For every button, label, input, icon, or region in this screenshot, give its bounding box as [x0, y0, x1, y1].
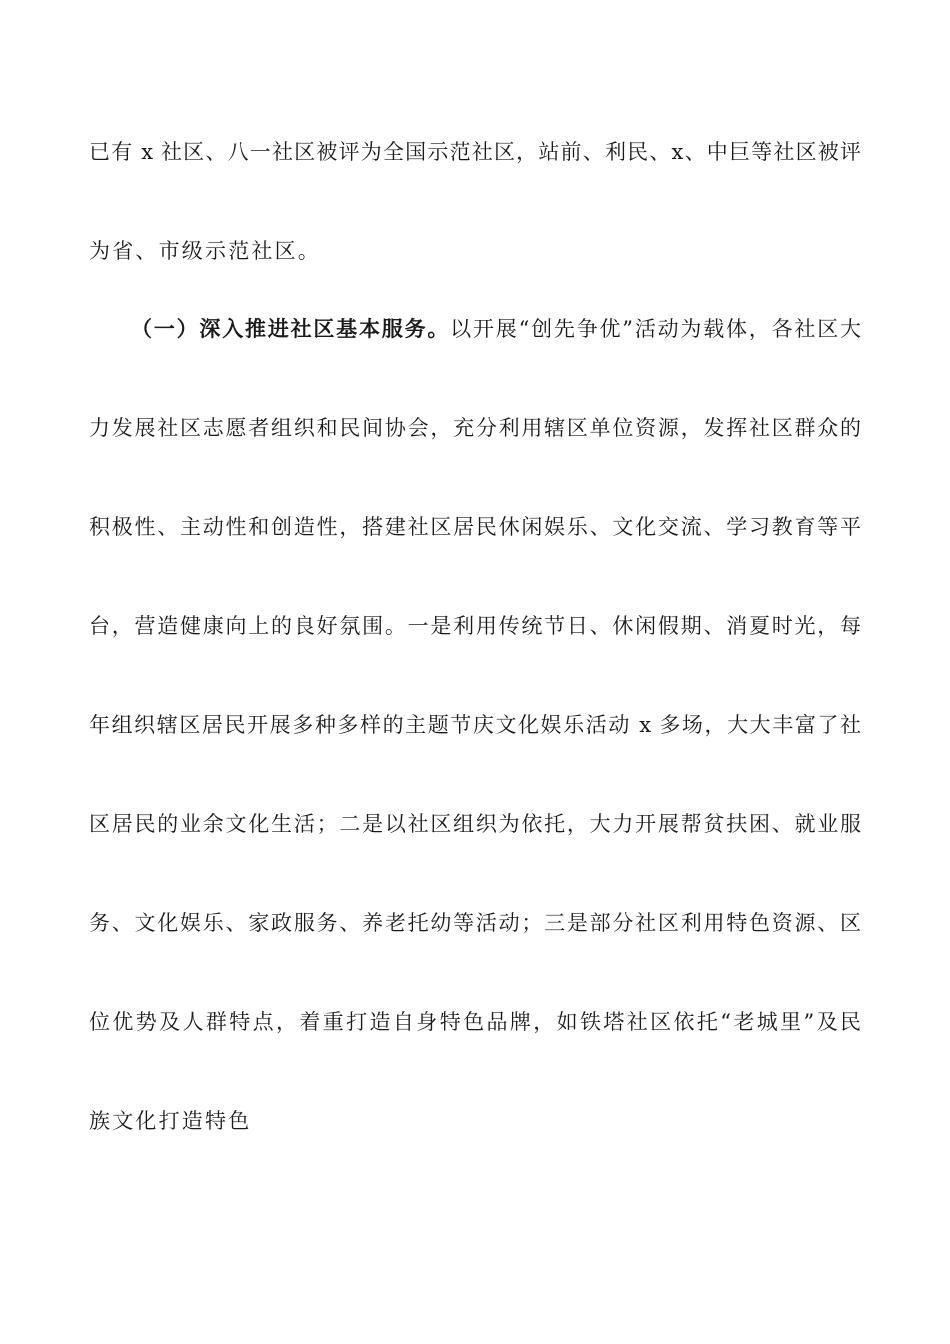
- section-heading: （一）深入推进社区基本服务。: [131, 316, 451, 341]
- section-line-9: 族文化打造特色: [89, 1109, 252, 1133]
- section-line-8: 位优势及人群特点，着重打造自身特色品牌，如铁塔社区依托“老城里”及民: [89, 1010, 861, 1034]
- section-line-3: 积极性、主动性和创造性，搭建社区居民休闲娱乐、文化交流、学习教育等平: [89, 515, 861, 539]
- intro-line-2: 为省、市级示范社区。: [89, 239, 321, 263]
- section-line-2: 力发展社区志愿者组织和民间协会，充分利用辖区单位资源，发挥社区群众的: [89, 416, 861, 440]
- section-line-7: 务、文化娱乐、家政服务、养老托幼等活动；三是部分社区利用特色资源、区: [89, 911, 861, 935]
- section-first-line-text: 以开展“创先争优”活动为载体，各社区大: [450, 317, 861, 341]
- intro-line-1: 已有 x 社区、八一社区被评为全国示范社区，站前、利民、x、中巨等社区被评: [89, 140, 861, 164]
- section-line-6: 区居民的业余文化生活；二是以社区组织为依托，大力开展帮贫扶困、就业服: [89, 812, 861, 836]
- section-line-5: 年组织辖区居民开展多种多样的主题节庆文化娱乐活动 x 多场，大大丰富了社: [89, 713, 861, 737]
- section-first-line: [131, 311, 861, 347]
- section-line-4: 台，营造健康向上的良好氛围。一是利用传统节日、休闲假期、消夏时光，每: [89, 614, 861, 638]
